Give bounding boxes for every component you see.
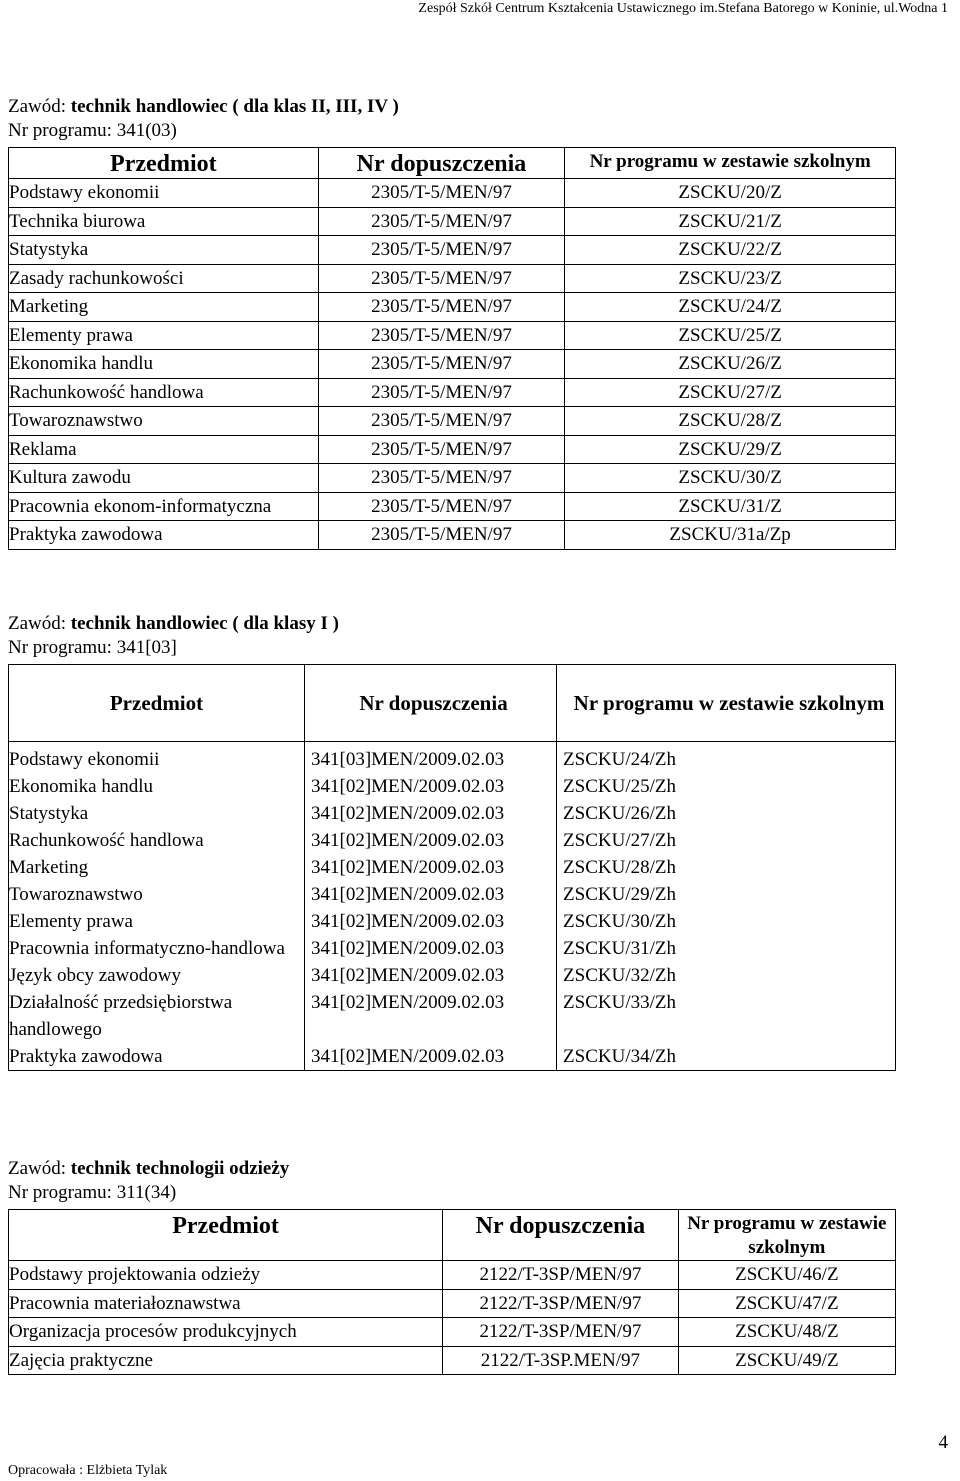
approval-number-cell: 341[02]MEN/2009.02.03 [305, 800, 557, 827]
program-number-cell: ZSCKU/49/Z [678, 1346, 895, 1375]
approval-number-cell: 341[02]MEN/2009.02.03 [305, 989, 557, 1043]
table-header-row [9, 665, 896, 742]
table-row [9, 236, 896, 265]
section-technik-handlowiec-i [8, 612, 339, 660]
approval-number-cell: 2122/T-3SP.MEN/97 [443, 1346, 679, 1375]
subject-cell: Podstawy projektowania odzieży [9, 1261, 443, 1290]
header-program-number: Nr programu w zestawie szkolnym [678, 1210, 895, 1261]
approval-number-cell: 341[02]MEN/2009.02.03 [305, 962, 557, 989]
header-subject: Przedmiot [9, 1210, 443, 1261]
approval-number-cell: 2305/T-5/MEN/97 [318, 207, 565, 236]
table-row [9, 827, 896, 854]
table-row [9, 773, 896, 800]
subject-cell: Zajęcia praktyczne [9, 1346, 443, 1375]
subject-cell: Towaroznawstwo [9, 407, 319, 436]
program-number-cell: ZSCKU/46/Z [678, 1261, 895, 1290]
approval-number-cell: 341[03]MEN/2009.02.03 [305, 746, 557, 773]
program-number-cell: ZSCKU/20/Z [565, 179, 896, 208]
approval-number-cell: 2122/T-3SP/MEN/97 [443, 1318, 679, 1347]
subject-cell: Podstawy ekonomii [9, 746, 305, 773]
program-number-cell: ZSCKU/24/Zh [557, 746, 896, 773]
table-row [9, 1318, 896, 1347]
approval-number-cell: 2305/T-5/MEN/97 [318, 179, 565, 208]
program-number-cell: ZSCKU/29/Z [565, 435, 896, 464]
program-number: Nr programu: 311(34) [8, 1182, 177, 1203]
approval-number-cell: 2122/T-3SP/MEN/97 [443, 1289, 679, 1318]
program-number-cell: ZSCKU/47/Z [678, 1289, 895, 1318]
approval-number-cell: 2305/T-5/MEN/97 [318, 435, 565, 464]
table-row [9, 492, 896, 521]
subjects-table-2 [8, 664, 896, 1071]
program-number-cell: ZSCKU/21/Z [565, 207, 896, 236]
subject-cell: Organizacja procesów produkcyjnych [9, 1318, 443, 1347]
subject-cell: Praktyka zawodowa [9, 1043, 305, 1071]
table-row [9, 321, 896, 350]
program-number-cell: ZSCKU/28/Z [565, 407, 896, 436]
program-number-cell: ZSCKU/26/Zh [557, 800, 896, 827]
program-number-cell: ZSCKU/27/Zh [557, 827, 896, 854]
approval-number-cell: 2305/T-5/MEN/97 [318, 350, 565, 379]
subject-cell: Pracownia ekonom-informatyczna [9, 492, 319, 521]
page-number: 4 [938, 1432, 948, 1453]
table-row [9, 521, 896, 550]
table-row [9, 1043, 896, 1071]
table-row [9, 264, 896, 293]
subject-cell: Technika biurowa [9, 207, 319, 236]
table-row [9, 989, 896, 1043]
table-row [9, 378, 896, 407]
table-row [9, 207, 896, 236]
program-number-cell: ZSCKU/31a/Zp [565, 521, 896, 550]
approval-number-cell: 2305/T-5/MEN/97 [318, 407, 565, 436]
program-number-cell: ZSCKU/31/Z [565, 492, 896, 521]
table-row [9, 293, 896, 322]
subject-cell: Praktyka zawodowa [9, 521, 319, 550]
program-number-cell: ZSCKU/25/Z [565, 321, 896, 350]
approval-number-cell: 341[02]MEN/2009.02.03 [305, 854, 557, 881]
program-number-cell: ZSCKU/25/Zh [557, 773, 896, 800]
header-subject: Przedmiot [9, 148, 319, 179]
header-subject: Przedmiot [9, 665, 305, 742]
header-approval-number: Nr dopuszczenia [305, 665, 557, 742]
subject-cell: Język obcy zawodowy [9, 962, 305, 989]
header-approval-number: Nr dopuszczenia [443, 1210, 679, 1261]
table-row [9, 1346, 896, 1375]
subject-cell: Statystyka [9, 236, 319, 265]
subject-cell: Elementy prawa [9, 908, 305, 935]
subjects-table-1 [8, 147, 896, 550]
profession-name: technik handlowiec ( dla klas II, III, IV ) [70, 96, 399, 117]
subject-cell: Towaroznawstwo [9, 881, 305, 908]
program-number-cell: ZSCKU/28/Zh [557, 854, 896, 881]
program-number-cell: ZSCKU/22/Z [565, 236, 896, 265]
subject-cell: Marketing [9, 293, 319, 322]
subject-cell: Rachunkowość handlowa [9, 827, 305, 854]
subject-cell: Marketing [9, 854, 305, 881]
section-technik-technologii-odziezy [8, 1157, 289, 1205]
subject-cell: Elementy prawa [9, 321, 319, 350]
subject-cell: Reklama [9, 435, 319, 464]
approval-number-cell: 341[02]MEN/2009.02.03 [305, 773, 557, 800]
approval-number-cell: 2305/T-5/MEN/97 [318, 378, 565, 407]
approval-number-cell: 341[02]MEN/2009.02.03 [305, 1043, 557, 1071]
profession-name: technik handlowiec ( dla klasy I ) [70, 613, 339, 634]
section-title: Zawód: technik handlowiec ( dla klasy I ) [8, 613, 339, 634]
subject-cell: Ekonomika handlu [9, 773, 305, 800]
table-row [9, 908, 896, 935]
header-approval-number: Nr dopuszczenia [318, 148, 565, 179]
subjects-table-3 [8, 1209, 896, 1375]
header-program-number: Nr programu w zestawie szkolnym [557, 665, 896, 742]
table-row [9, 1289, 896, 1318]
table-row [9, 746, 896, 773]
table-row [9, 1261, 896, 1290]
footer-author: Opracowała : Elżbieta Tylak [8, 1463, 168, 1478]
profession-name: technik technologii odzieży [70, 1158, 290, 1179]
page-header: Zespół Szkół Centrum Kształcenia Ustawicznego im.Stefana Batorego w Koninie, ul.Wodna 1 [418, 1, 948, 16]
table-row [9, 435, 896, 464]
approval-number-cell: 2305/T-5/MEN/97 [318, 521, 565, 550]
table-header-row [9, 1210, 896, 1261]
table-row [9, 935, 896, 962]
table-header-row [9, 148, 896, 179]
subject-cell: Podstawy ekonomii [9, 179, 319, 208]
approval-number-cell: 2305/T-5/MEN/97 [318, 321, 565, 350]
approval-number-cell: 2305/T-5/MEN/97 [318, 264, 565, 293]
subject-cell: Pracownia informatyczno-handlowa [9, 935, 305, 962]
program-number-cell: ZSCKU/27/Z [565, 378, 896, 407]
program-number-cell: ZSCKU/32/Zh [557, 962, 896, 989]
approval-number-cell: 2305/T-5/MEN/97 [318, 492, 565, 521]
table-row [9, 407, 896, 436]
program-number-cell: ZSCKU/30/Z [565, 464, 896, 493]
section-title: Zawód: technik technologii odzieży [8, 1158, 290, 1179]
program-number-cell: ZSCKU/31/Zh [557, 935, 896, 962]
program-number-cell: ZSCKU/33/Zh [557, 989, 896, 1043]
program-number-cell: ZSCKU/30/Zh [557, 908, 896, 935]
table-row [9, 350, 896, 379]
approval-number-cell: 2122/T-3SP/MEN/97 [443, 1261, 679, 1290]
section-title: Zawód: technik handlowiec ( dla klas II, III, IV ) [8, 96, 399, 117]
program-number-cell: ZSCKU/24/Z [565, 293, 896, 322]
program-number-cell: ZSCKU/26/Z [565, 350, 896, 379]
program-number: Nr programu: 341[03] [8, 637, 177, 658]
approval-number-cell: 2305/T-5/MEN/97 [318, 236, 565, 265]
subject-cell: Zasady rachunkowości [9, 264, 319, 293]
program-number-cell: ZSCKU/23/Z [565, 264, 896, 293]
subject-cell: Pracownia materiałoznawstwa [9, 1289, 443, 1318]
approval-number-cell: 341[02]MEN/2009.02.03 [305, 935, 557, 962]
program-number-cell: ZSCKU/48/Z [678, 1318, 895, 1347]
table-row [9, 179, 896, 208]
subject-cell: Działalność przedsiębiorstwa handlowego [9, 989, 305, 1043]
table-row [9, 854, 896, 881]
approval-number-cell: 2305/T-5/MEN/97 [318, 293, 565, 322]
approval-number-cell: 341[02]MEN/2009.02.03 [305, 881, 557, 908]
approval-number-cell: 341[02]MEN/2009.02.03 [305, 827, 557, 854]
table-row [9, 881, 896, 908]
program-number-cell: ZSCKU/34/Zh [557, 1043, 896, 1071]
table-row [9, 962, 896, 989]
table-row [9, 800, 896, 827]
approval-number-cell: 2305/T-5/MEN/97 [318, 464, 565, 493]
subject-cell: Ekonomika handlu [9, 350, 319, 379]
approval-number-cell: 341[02]MEN/2009.02.03 [305, 908, 557, 935]
subject-cell: Statystyka [9, 800, 305, 827]
program-number-cell: ZSCKU/29/Zh [557, 881, 896, 908]
program-number: Nr programu: 341(03) [8, 120, 177, 141]
subject-cell: Kultura zawodu [9, 464, 319, 493]
header-program-number: Nr programu w zestawie szkolnym [565, 148, 896, 179]
table-row [9, 464, 896, 493]
subject-cell: Rachunkowość handlowa [9, 378, 319, 407]
section-technik-handlowiec-ii-iv [8, 95, 399, 143]
